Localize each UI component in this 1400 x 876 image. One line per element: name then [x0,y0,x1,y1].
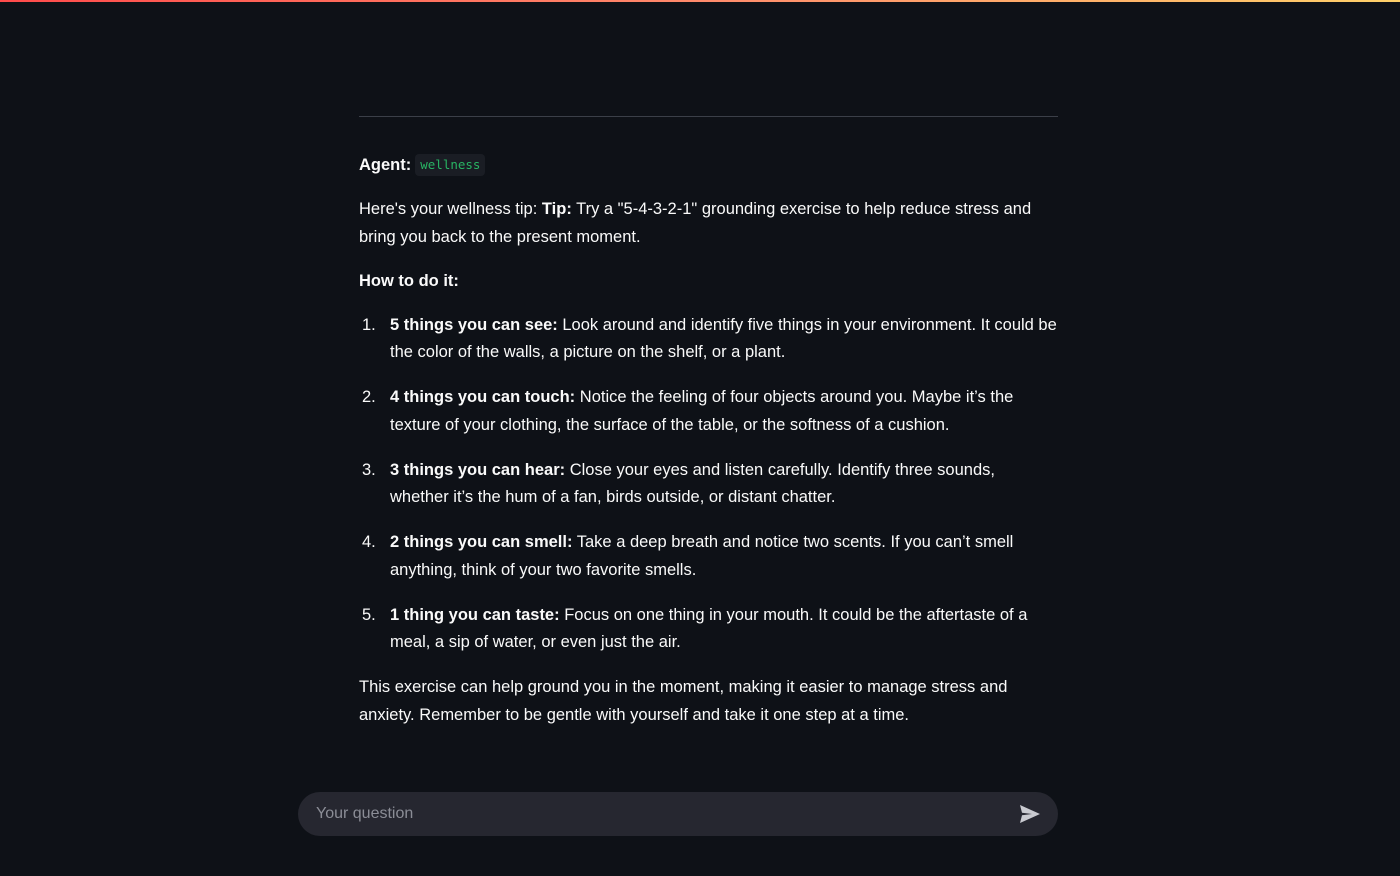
list-item [359,602,1058,657]
intro-text: Try a "5-4-3-2-1" grounding exercise to help reduce stress and bring you back to the present moment. [359,200,1032,246]
step-text: Notice the feeling of four objects around you. Maybe it’s the texture of your clothing, the surface of the table, or the softness of a cushion. [390,388,1014,434]
chat-input[interactable] [298,791,1008,837]
send-button[interactable] [1008,792,1052,836]
step-title: 2 things you can smell: [390,533,573,552]
agent-line [359,152,485,178]
chat-input-container [298,792,1058,836]
step-number: 3. [362,460,376,479]
agent-label: Agent: [359,156,412,174]
step-number: 1. [362,315,376,334]
assistant-message [359,196,1058,746]
step-title: 5 things you can see: [390,315,558,334]
top-decoration-bar [0,0,1400,2]
step-text: Close your eyes and listen carefully. Identify three sounds, whether it’s the hum of a fan, birds outside, or distant chatter. [390,460,995,507]
step-title: 1 thing you can taste: [390,605,560,624]
step-title: 4 things you can touch: [390,388,576,407]
intro-prefix: Here's your wellness tip: [359,200,542,218]
tip-label: Tip: [541,200,572,218]
list-item [359,457,1058,512]
agent-tag: wellness [415,154,485,176]
steps-list [359,312,1058,658]
list-item [359,312,1058,367]
step-number: 5. [362,605,376,624]
how-to-heading: How to do it: [359,271,459,290]
step-text: Focus on one thing in your mouth. It could be the aftertaste of a meal, a sip of water, or even just the air. [390,605,1028,652]
list-item [359,529,1058,584]
step-text: Look around and identify five things in your environment. It could be the color of the walls, a picture on the shelf, or a plant. [390,315,1057,362]
intro-paragraph [359,196,1058,251]
send-icon [1019,804,1041,824]
list-item [359,384,1058,439]
step-text: Take a deep breath and notice two scents. If you can’t smell anything, think of your two favorite smells. [390,533,1014,579]
divider [359,116,1058,117]
closing-paragraph: This exercise can help ground you in the moment, making it easier to manage stress and anxiety. Remember to be gentle with yourself and take it one step at a time. [359,678,1008,725]
step-number: 4. [362,533,376,552]
step-title: 3 things you can hear: [390,460,566,479]
step-number: 2. [362,388,376,407]
